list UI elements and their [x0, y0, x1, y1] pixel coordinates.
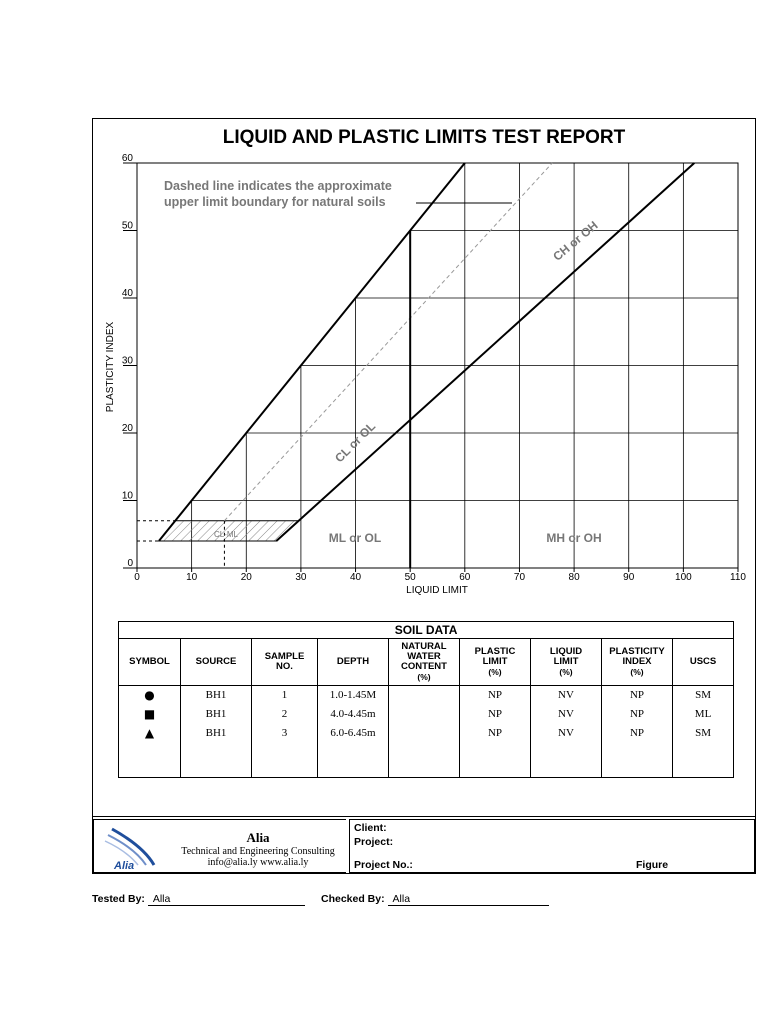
y-tick-label-20: 20	[121, 423, 133, 434]
tested-by-value: Alla	[148, 893, 305, 906]
chart-line-upper-line	[159, 163, 465, 541]
header-depth: DEPTH	[318, 639, 389, 686]
header-natural-water-content: NATURAL WATER CONTENT (%)	[389, 639, 460, 686]
chart-line-a-line	[276, 163, 694, 541]
y-tick-label-0: 0	[127, 558, 133, 569]
col-symbol	[119, 686, 181, 778]
checked-by-value: Alla	[388, 893, 549, 906]
project-no-label: Project No.:	[354, 859, 413, 871]
y-tick-label-40: 40	[121, 288, 133, 299]
x-tick-label-70: 70	[513, 572, 526, 583]
col-pi: NP NP NP	[602, 686, 673, 778]
tested-by: Tested By: Alla	[92, 893, 305, 906]
svg-text:upper limit boundary for natur: upper limit boundary for natural soils	[164, 195, 386, 209]
x-tick-label-110: 110	[730, 572, 746, 583]
x-tick-label-100: 100	[675, 572, 692, 583]
header-uscs: USCS	[673, 639, 734, 686]
report-footer	[93, 816, 755, 875]
zone-label-cl-ml: CL-ML	[213, 530, 239, 539]
x-tick-label-20: 20	[240, 572, 252, 583]
soil-data-title: SOIL DATA	[119, 622, 734, 639]
col-liquid: NV NV NV	[531, 686, 602, 778]
y-tick-label-10: 10	[121, 490, 133, 502]
x-tick-label-60: 60	[459, 572, 471, 583]
y-axis-label: PLASTICITY INDEX	[105, 321, 116, 413]
symbol-triangle-icon: ▲	[144, 726, 155, 740]
header-plastic-limit: PLASTIC LIMIT (%)	[460, 639, 531, 686]
y-tick-label-30: 30	[121, 355, 133, 367]
col-sample: 1 2 3	[252, 686, 318, 778]
client-label: Client:	[354, 822, 387, 834]
col-plastic: NP NP NP	[460, 686, 531, 778]
header-source: SOURCE	[181, 639, 252, 686]
x-axis-label: LIQUID LIMIT	[406, 585, 468, 596]
zone-label-mh-oh: MH or OH	[546, 531, 602, 545]
x-tick-label-80: 80	[568, 572, 580, 583]
company-box	[93, 819, 346, 873]
zone-label-cl-ol: CL or OL	[332, 419, 379, 466]
y-tick-label-50: 50	[121, 220, 133, 232]
soil-data-table	[118, 621, 733, 778]
x-tick-label-30: 30	[295, 572, 307, 583]
col-nwc	[389, 686, 460, 778]
y-tick-label-60: 60	[121, 153, 133, 164]
symbol-circle-icon: ●	[144, 688, 155, 702]
report-title: LIQUID AND PLASTIC LIMITS TEST REPORT	[222, 127, 626, 148]
client-box	[349, 819, 755, 873]
figure-label: Figure	[636, 859, 669, 871]
company-contact: info@alia.ly www.alia.ly	[207, 857, 309, 868]
symbol-square-icon: ■	[143, 707, 156, 721]
col-source: BH1 BH1 BH1	[181, 686, 252, 778]
project-label: Project:	[354, 836, 394, 848]
header-symbol: SYMBOL	[119, 639, 181, 686]
svg-text:Alia: Alia	[114, 860, 135, 872]
x-tick-label-0: 0	[134, 572, 140, 583]
col-depth: 1.0-1.45M 4.0-4.45m 6.0-6.45m	[318, 686, 389, 778]
alia-logo-icon	[100, 821, 176, 873]
company-description: Technical and Engineering Consulting	[181, 846, 335, 857]
x-tick-label-10: 10	[186, 572, 198, 583]
header-liquid-limit: LIQUID LIMIT (%)	[531, 639, 602, 686]
chart-line-u-line	[224, 163, 552, 521]
zone-label-ml-ol: ML or OL	[328, 531, 382, 545]
company-name: Alia	[246, 830, 270, 845]
col-uscs: SM ML SM	[673, 686, 734, 778]
header-sample-no: SAMPLE NO.	[252, 639, 318, 686]
x-tick-label-40: 40	[349, 572, 362, 583]
checked-by: Checked By: Alla	[321, 893, 549, 906]
svg-text:Dashed line indicates the appr: Dashed line indicates the approximate	[164, 179, 392, 193]
header-plasticity-index: PLASTICITY INDEX (%)	[602, 639, 673, 686]
x-tick-label-90: 90	[623, 572, 635, 583]
x-tick-label-50: 50	[404, 572, 416, 583]
chart-grid	[137, 163, 738, 568]
chart-axes	[122, 153, 747, 583]
chart-annotation	[164, 179, 512, 209]
zone-label-ch-oh: CH or OH	[550, 218, 601, 264]
